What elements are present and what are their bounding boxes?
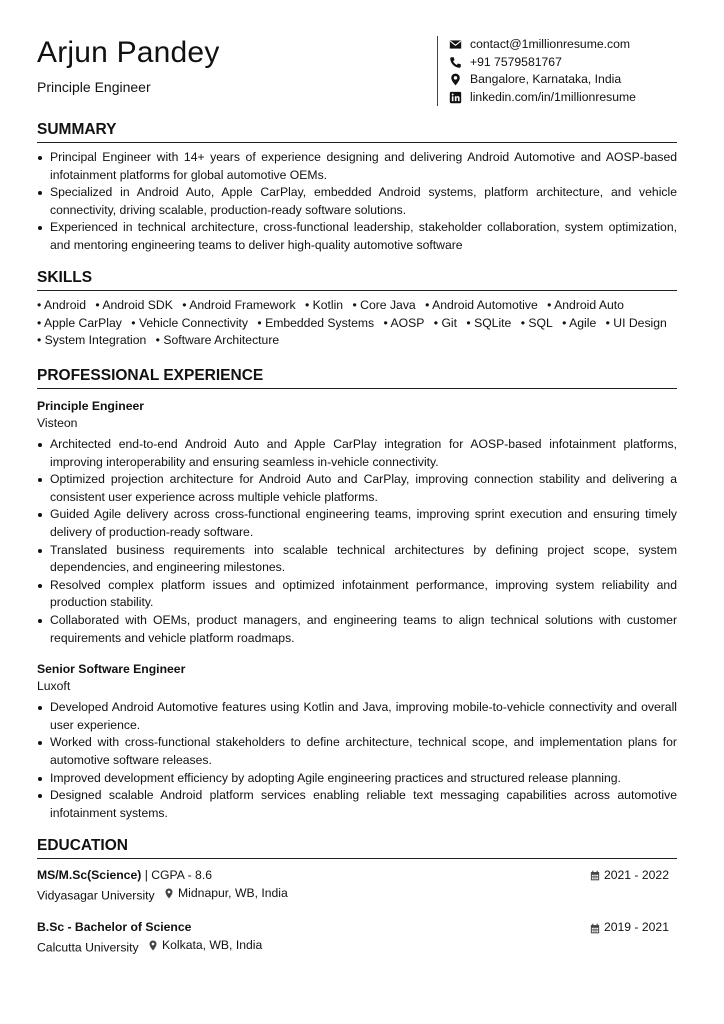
summary-item: Specialized in Android Auto, Apple CarPlay, embedded Android systems, platform architecture, and vehicle connectivity, driving scalable, production-ready software solutions. [37, 184, 677, 219]
degree-name: B.Sc - Bachelor of Science [37, 920, 192, 935]
job-bullets [37, 699, 677, 822]
map-pin-icon [164, 888, 174, 899]
skill-item: • Core Java [352, 298, 415, 312]
contact-location-text: Bangalore, Karnataka, India [470, 72, 622, 86]
contact-block [437, 36, 636, 106]
skill-item: • System Integration [37, 333, 146, 347]
envelope-icon [448, 38, 462, 52]
school-location [164, 885, 288, 903]
skill-item: • SQLite [466, 316, 511, 330]
job-bullet: Optimized projection architecture for Android Auto and CarPlay, improving connection stability and delivering a consistent user experience across multiple vehicle platforms. [37, 471, 677, 506]
job-entry [37, 398, 677, 647]
contact-phone-text: +91 7579581767 [470, 54, 562, 69]
map-pin-icon [148, 940, 158, 951]
skill-item: • Apple CarPlay [37, 316, 122, 330]
degree-extra: | CGPA - 8.6 [141, 868, 212, 882]
education-heading: EDUCATION [37, 836, 677, 859]
skills-heading: SKILLS [37, 268, 677, 291]
skill-item: • Software Architecture [156, 333, 280, 347]
candidate-name: Arjun Pandey [37, 36, 220, 69]
skill-item: • Android Automotive [425, 298, 538, 312]
contact-linkedin[interactable] [448, 89, 636, 107]
education-dates-text: 2021 - 2022 [603, 868, 669, 882]
job-bullet: Translated business requirements into scalable technical architectures by defining project scope, system dependencies, and engineering milestones. [37, 542, 677, 577]
job-bullet: Developed Android Automotive features using Kotlin and Java, improving mobile-to-vehicle connectivity and overall user experience. [37, 699, 677, 734]
job-bullet: Designed scalable Android platform services enabling reliable text messaging capabilities across automotive infotainment systems. [37, 787, 677, 822]
school-location-text: Midnapur, WB, India [178, 885, 288, 900]
school-name: Vidyasagar University [37, 887, 155, 902]
skills-section [37, 268, 677, 350]
skill-item: • Kotlin [305, 298, 343, 312]
skill-item: • Android Auto [547, 298, 624, 312]
school-location [148, 937, 262, 955]
phone-icon [448, 55, 462, 69]
resume-header [37, 0, 677, 112]
skill-item: • SQL [521, 316, 553, 330]
job-bullet: Guided Agile delivery across cross-functional engineering teams, improving sprint execution and ensuring timely delivery of production-ready software. [37, 506, 677, 541]
experience-section [37, 366, 677, 822]
job-bullets [37, 436, 677, 647]
skills-list [37, 297, 677, 350]
education-section [37, 836, 677, 957]
contact-phone[interactable] [448, 54, 636, 72]
contact-location [448, 71, 636, 89]
skill-item: • AOSP [384, 316, 425, 330]
degree-name: MS/M.Sc(Science) [37, 868, 142, 882]
skill-item: • Vehicle Connectivity [131, 316, 248, 330]
summary-heading: SUMMARY [37, 120, 677, 143]
skill-item: • Android [37, 298, 86, 312]
experience-heading: PROFESSIONAL EXPERIENCE [37, 366, 677, 389]
education-dates [590, 919, 669, 937]
summary-item: Principal Engineer with 14+ years of experience designing and delivering Android Automotive and AOSP-based infotainment platforms for global automotive OEMs. [37, 149, 677, 184]
summary-list [37, 149, 677, 255]
summary-item: Experienced in technical architecture, cross-functional leadership, stakeholder collaboration, system optimization, and mentoring engineering teams to deliver high-quality automotive software [37, 219, 677, 254]
school-name: Calcutta University [37, 940, 139, 954]
job-bullet: Improved development efficiency by adopting Agile engineering practices and structured release planning. [37, 770, 677, 788]
education-dates-text: 2019 - 2021 [603, 920, 669, 935]
job-bullet: Architected end-to-end Android Auto and Apple CarPlay integration for AOSP-based infotainment platforms, improving interoperability and ensuring seamless in-vehicle connectivity. [37, 436, 677, 471]
education-dates [590, 867, 669, 885]
contact-linkedin-text: linkedin.com/in/1millionresume [470, 89, 636, 104]
job-bullet: Resolved complex platform issues and optimized infotainment performance, improving system reliability and production stability. [37, 577, 677, 612]
contact-email[interactable] [448, 36, 636, 54]
job-company: Luxoft [37, 679, 71, 694]
job-bullet: Collaborated with OEMs, product managers, and engineering teams to align technical solutions with customer requirements and vehicle platform roadmaps. [37, 612, 677, 647]
calendar-icon [590, 870, 600, 881]
job-title: Principle Engineer [37, 399, 145, 413]
calendar-icon [590, 923, 600, 934]
skill-item: • Git [434, 316, 457, 330]
linkedin-icon [448, 90, 462, 104]
school-location-text: Kolkata, WB, India [162, 937, 263, 952]
skill-item: • Embedded Systems [257, 316, 374, 330]
job-bullet: Worked with cross-functional stakeholders to define architecture, technical scope, and implementation plans for automotive software releases. [37, 734, 677, 769]
candidate-role: Principle Engineer [37, 79, 151, 95]
skill-item: • Agile [562, 316, 596, 330]
education-entry [37, 867, 677, 904]
job-company: Visteon [37, 416, 78, 430]
summary-section [37, 120, 677, 255]
skill-item: • UI Design [606, 316, 667, 330]
job-entry [37, 661, 677, 822]
education-entry [37, 919, 677, 956]
skill-item: • Android SDK [95, 298, 172, 312]
contact-email-text: contact@1millionresume.com [470, 37, 631, 51]
map-pin-icon [448, 73, 462, 87]
job-title: Senior Software Engineer [37, 662, 186, 677]
skill-item: • Android Framework [182, 298, 295, 312]
